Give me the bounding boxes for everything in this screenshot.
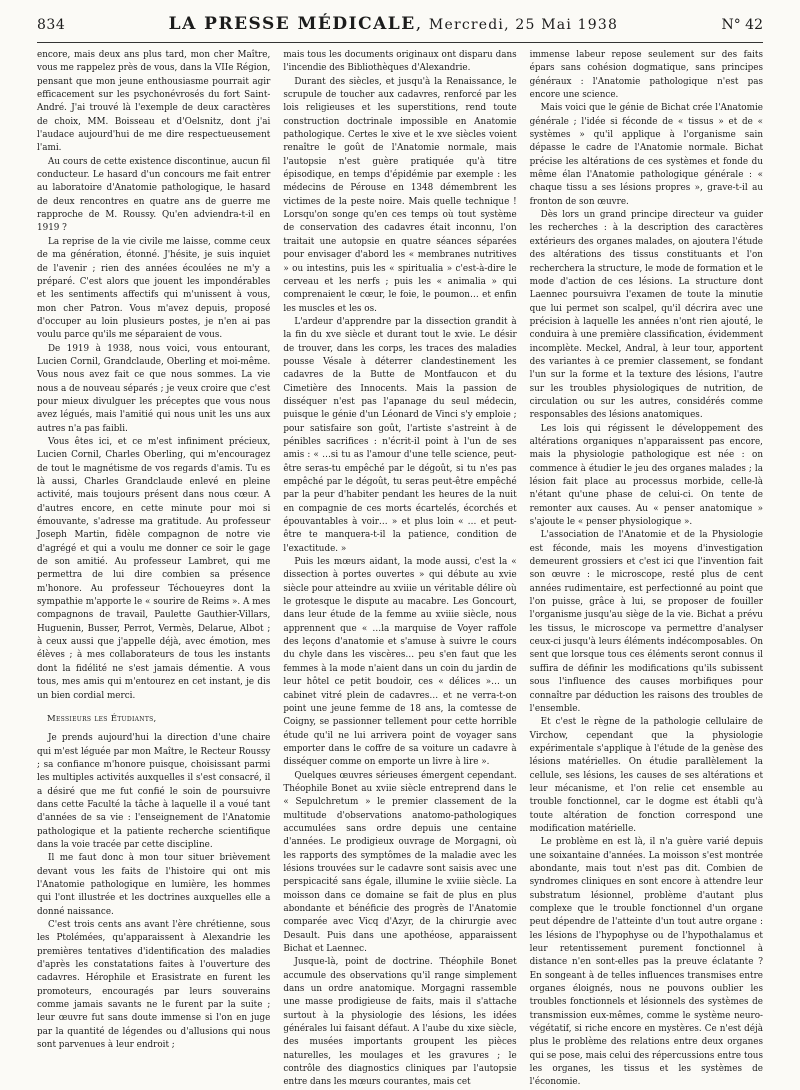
page-header [37,14,763,43]
paragraph: Et c'est le règne de la pathologie cellulaire de Virchow, cependant que la physiologie expérimentale s'applique à l'étude de la genèse des lésions matérielles. On étudie parallèlement la cellule, ses lésions, les causes de ses altérations et leur mécanisme, et l'on relie cet ensemble au trouble fonctionnel, car le dogme est établi qu'à toute altération de fonction correspond une modification matérielle. [529,717,763,834]
paragraph: De 1919 à 1938, nous voici, vous entourant, Lucien Cornil, Grandclaude, Oberling et moi-même. Vous nous avez fait ce que nous sommes. La vie nous a de nouveau séparés ; je veux croire que c'est pour mieux divulguer les préceptes que vous nous avez légués, mais l'amitié qui nous unit les uns aux autres n'a pas faibli. [37,343,271,434]
paragraph: Quelques œuvres sérieuses émergent cependant. Théophile Bonet au xviie siècle entreprend dans le « Sepulchretum » le premier classement de la multitude d'observations anatomo-pathologiques accumulées sans ordre depuis une centaine d'années. Le prodigieux ouvrage de Morgagni, où les rapports des symptômes de la maladie avec les lésions trouvées sur le cadavre sont saisis avec une perspicacité sans égale, illumine le xviiie siècle. La moisson dans ce domaine se fait de plus en plus abondante et bénéficie des progrès de l'Anatomie comparée avec Vicq d'Azyr, de la chirurgie avec Desault. Puis dans une apothéose, apparaissent Bichat et Laennec. [283,770,517,955]
paragraph: immense labeur repose seulement sur des faits épars sans cohésion dogmatique, sans principes généraux : l'Anatomie pathologique n'est pas encore une science. [529,50,763,101]
column-1 [37,49,270,1072]
issue-date: Mercredi, 25 Mai 1938 [428,17,619,33]
paragraph: C'est trois cents ans avant l'ère chrétienne, sous les Ptolémées, qu'apparaissent à Alexandrie les premières tentatives d'identification des maladies d'après les constatations faites à l'ouverture des cadavres. Hérophile et Erasistrate en furent les promoteurs, encouragés par leurs souverains comme jamais savants ne le furent par la suite ; leur œuvre fut sans doute immense si l'on en juge par la quantité de légendes ou d'allusions qui nous sont parvenues à leur endroit ; [37,920,271,1051]
paragraph: mais tous les documents originaux ont disparu dans l'incendie des Bibliothèques d'Alexandrie. [283,50,517,74]
column-3 [529,49,763,1088]
paragraph: Vous êtes ici, et ce m'est infiniment précieux, Lucien Cornil, Charles Oberling, qui m'encouragez de tout le magnétisme de vos regards d'amis. Tu es là aussi, Charles Grandclaude enlevé en pleine activité, mais toujours présent dans nous cœur. A d'autres encore, en cette minute pour moi si émouvante, s'adresse ma gratitude. Au professeur Joseph Martin, fidèle compagnon de notre vie d'agrégé et qui a voulu me donner ce soir le gage de son amitié. Au professeur Lambret, qui me permettra de lui dire combien sa présence m'honore. Au professeur Téchoueyres dont la sympathie m'apporte le « sourire de Reims ». A mes compagnons de travail, Paulette Gauthier-Villars, Huguenin, Busser, Perrot, Vermès, Delarue, Albot ; à ceux aussi que j'appelle déjà, avec émotion, mes élèves ; à mes collaborateurs de tous les instants dont la fidélité ne s'est jamais démentie. A vous tous, mes amis qui m'entourez en cet instant, je dis un bien cordial merci. [37,436,271,701]
column-2 [283,49,517,1088]
paragraph: Puis les mœurs aidant, la mode aussi, c'est la « dissection à portes ouvertes » qui débute au xvie siècle pour atteindre au xviiie un véritable délire où le grotesque le dispute au macabre. Les Goncourt, dans leur étude de la femme au xviiie siècle, nous apprennent que « …la marquise de Voyer raffole des leçons d'anatomie et s'amuse à suivre le cours du chyle dans les viscères… peu s'en faut que les femmes à la mode n'aient dans un coin du jardin de leur hôtel ce petit boudoir, ces « délices »… un cabinet vitré plein de cadavres… et ne verra-t-on point une jeune femme de 18 ans, la comtesse de Coigny, se passionner tellement pour cette horrible étude qu'il ne lui arrivera point de voyager sans emporter dans le coffre de sa voiture un cadavre à disséquer comme on emporte un livre à lire ». [283,557,517,768]
paragraph: Dès lors un grand principe directeur va guider les recherches : à la description des caractères extérieurs des organes malades, on ajoutera l'étude des altérations des tissus constituants et l'on recherchera la structure, le mode de formation et le mode d'action de ces lésions. La structure dont Laennec poursuivra l'examen de toute la minutie que lui permet son scalpel, qu'il décrira avec une précision à laquelle les années n'ont rien ajouté, le conduira à une première classification, évidemment incomplète. Meckel, Andral, à leur tour, apportent des variantes à ce premier classement, se fondant l'un sur la forme et la texture des lésions, l'autre sur les troubles physiologiques de nutrition, de circulation ou sur les autres, considérés comme responsables des lésions anatomiques. [529,210,763,421]
paragraph: Durant des siècles, et jusqu'à la Renaissance, le scrupule de toucher aux cadavres, renforcé par les lois religieuses et les superstitions, rend toute construction doctrinale impossible en Anatomie pathologique. Certes le xive et le xve siècles voient renaître le goût de l'Anatomie normale, mais l'autopsie n'est guère pratiquée qu'à titre épisodique, en temps d'épidémie par exemple : les médecins de Pérouse en 1348 démembrent les victimes de la peste noire. Mais quelle technique ! Lorsqu'on songe qu'en ces temps où tout système de conservation des cadavres était inconnu, l'on traitait une autopsie en quatre séances séparées pour envisager d'abord les « membranes nutritives » ou intestins, puis les « spiritualia » c'est-à-dire le cerveau et les nerfs ; puis les « animalia » qui comprenaient le cœur, le foie, le poumon… et enfin les muscles et les os. [283,76,517,314]
paragraph: Il me faut donc à mon tour situer brièvement devant vous les faits de l'histoire qui ont mis l'Anatomie pathologique en lumière, les hommes qui l'ont illustrée et les doctrines auxquelles elle a donné naissance. [37,853,271,917]
paragraph: Au cours de cette existence discontinue, aucun fil conducteur. Le hasard d'un concours me fait entrer au laboratoire d'Anatomie pathologique, le hasard de deux rencontres en quatre ans de guerre me rapproche de M. Roussy. Qu'en adviendra-t-il en 1919 ? [37,156,271,234]
journal-title-line: LA PRESSE MÉDICALE, Mercredi, 25 Mai 1938 [168,14,619,34]
paragraph: L'association de l'Anatomie et de la Physiologie est féconde, mais les moyens d'investigation demeurent grossiers et c'est ici que l'invention fait son œuvre : le microscope, resté plus de cent années rudimentaire, est perfectionné au point que l'on puisse, grâce à lui, se proposer de fouiller l'organisme jusqu'au siège de la vie. Bichat a prévu les tissus, le microscope va permettre d'analyser ceux-ci jusqu'à leurs éléments indécomposables. On sent que lorsque tous ces éléments seront connus il suffira de définir les modifications qu'ils subissent sous l'influence des causes morbifiques pour connaître par déduction les raisons des troubles de l'ensemble. [529,530,763,714]
issue-number: N° 42 [721,17,763,33]
paragraph: Le problème en est là, il n'a guère varié depuis une soixantaine d'années. La moisson s'est montrée abondante, mais tout n'est pas dit. Combien de syndromes cliniques en sont encore à attendre leur substratum lésionnel, problème d'autant plus complexe que le trouble fonctionnel d'un organe peut dépendre de l'atteinte d'un tout autre organe : les lésions de l'hypophyse ou de l'hypothalamus et leur retentissement purement fonctionnel à distance n'en sont-elles pas la preuve éclatante ? En songeant à de telles influences transmises entre organes éloignés, nous ne pouvons oublier les troubles fonctionnels et lésionnels des systèmes de transmission eux-mêmes, comme le système neuro-végétatif, si riche encore en mystères. Ce n'est déjà plus le problème des relations entre deux organes qui se pose, mais celui des répercussions entre tous les organes, les tissus et les systèmes de l'économie. [529,837,763,1088]
paragraph: encore, mais deux ans plus tard, mon cher Maître, vous me rappelez près de vous, dans la VIIe Région, pensant que mon jeune enthousiasme pourrait agir efficacement sur les psychonévrosés du fort Saint-André. J'ai trouvé là l'exemple de deux caractères de choix, MM. Boisseau et d'Oelsnitz, dont j'ai l'audace aujourd'hui de me dire respectueusement l'ami. [37,50,271,154]
paragraph: La reprise de la vie civile me laisse, comme ceux de ma génération, étonné. J'hésite, je suis inquiet de l'avenir ; rien des années écoulées ne m'y a préparé. C'est alors que jouent les impondérables et les sentiments affectifs qui m'unissent à vous, mon cher Patron. Vous m'avez depuis, proposé d'occuper au loin plusieurs postes, je n'en ai pas voulu parce qu'ils me séparaient de vous. [37,236,271,341]
page-number: 834 [37,17,66,33]
paragraph: Les lois qui régissent le développement des altérations organiques n'apparaissent pas encore, mais la physiologie pathologique est née : on commence à étudier le jeu des organes malades ; la lésion fait place au processus morbide, celle-là n'étant qu'une phase de celui-ci. On tente de remonter aux causes. Au « penser anatomique » s'ajoute le « penser physiologique ». [529,423,763,528]
paragraph: Je prends aujourd'hui la direction d'une chaire qui m'est léguée par mon Maître, le Recteur Roussy ; sa confiance m'honore puisque, choisissant parmi les multiples activités auxquelles il s'est consacré, il a désiré que me fut confié le soin de poursuivre dans cette Faculté la tâche à laquelle il a voué tant d'années de sa vie : l'enseignement de l'Anatomie pathologique et la patiente recherche scientifique dans la voie tracée par cette discipline. [37,733,271,850]
article-columns [37,49,763,1088]
paragraph: Jusque-là, point de doctrine. Théophile Bonet accumule des observations qu'il range simplement dans un ordre anatomique. Morgagni rassemble une masse prodigieuse de faits, mais il s'attache surtout à la physiologie des lésions, les idées générales lui faisant défaut. A l'aube du xixe siècle, des musées importants groupent les pièces naturelles, les moulages et les gravures ; le contrôle des diagnostics cliniques par l'autopsie entre dans les mœurs courantes, mais cet [283,957,517,1088]
paragraph: Mais voici que le génie de Bichat crée l'Anatomie générale ; l'idée si féconde de « tissus » et de « systèmes » qu'il applique à l'organisme sain dépasse le cadre de l'Anatomie normale. Bichat précise les altérations de ces systèmes et fonde du même élan l'Anatomie pathologique générale : « chaque tissu a ses lésions propres », grave-t-il au fronton de son œuvre. [529,103,763,207]
paragraph: L'ardeur d'apprendre par la dissection grandit à la fin du xve siècle et durant tout le xvie. Le désir de trouver, dans les corps, les traces des maladies pousse Vésale à déterrer clandestinement les cadavres de la Butte de Montfaucon et du Cimetière des Innocents. Mais la passion de disséquer n'est pas l'apanage du seul médecin, puisque le génie d'un Léonard de Vinci s'y emploie ; pour satisfaire son goût, l'artiste s'astreint à de pénibles sacrifices : n'écrit-il point à l'un de ses amis : « …si tu as l'amour d'une telle science, peut-être seras-tu empêché par le dégoût, si tu n'es pas empêché par le dégoût, tu seras peut-être empêché par la peur d'habiter pendant les heures de la nuit en compagnie de ces morts écartelés, écorchés et épouvantables à voir… » et plus loin « … et peut-être te manquera-t-il la patience, condition de l'exactitude. » [283,316,517,554]
journal-name: LA PRESSE MÉDICALE [168,14,416,34]
section-heading: Messieurs les Étudiants, [47,713,157,724]
